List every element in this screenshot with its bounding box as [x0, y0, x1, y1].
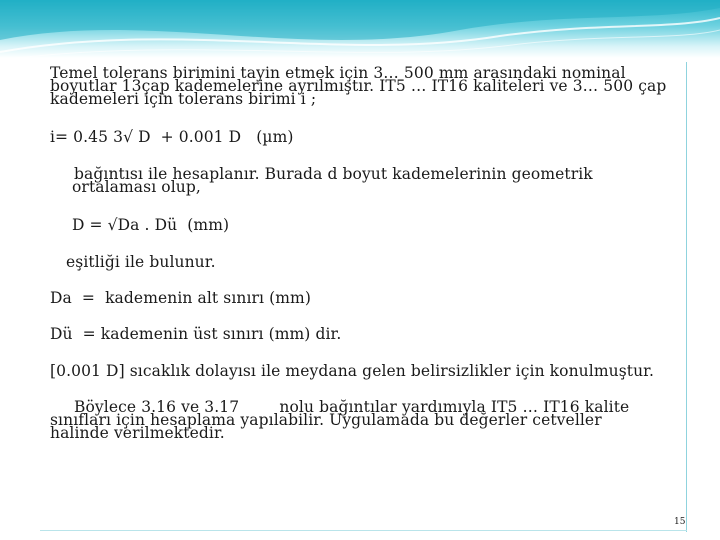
right-border-line: [686, 62, 687, 532]
paragraph2-line1: bağıntısı ile hesaplanır. Burada d boyut kademelerinin geometrik: [74, 165, 593, 183]
paragraph3: eşitliği ile bulunur.: [66, 253, 216, 271]
paragraph1-line3: kademeleri için tolerans birimi i ;: [50, 90, 317, 108]
paragraph4-line3: halinde verilmektedir.: [50, 424, 225, 442]
note-line: [0.001 D] sıcaklık dolayısı ile meydana gelen belirsizlikler için konulmuştur.: [50, 362, 655, 380]
paragraph1-line2: boyutlar 13çap kademelerine ayrılmıştır. IT5 … IT16 kaliteleri ve 3… 500 çap: [50, 77, 667, 95]
bottom-border-line: [40, 530, 687, 531]
paragraph1-line1: Temel tolerans birimini tayin etmek için 3… 500 mm arasındaki nominal: [50, 64, 626, 82]
page-number: 15: [674, 517, 686, 527]
paragraph4-line2: sınıfları için hesaplama yapılabilir. Uygulamada bu değerler cetveller: [50, 411, 602, 429]
header-wave-decoration: [0, 0, 720, 70]
formula-i: i= 0.45 3√ D + 0.001 D (µm): [50, 128, 294, 146]
paragraph4-line1: Böylece 3.16 ve 3.17 nolu bağıntılar yardımıyla IT5 … IT16 kalite: [74, 398, 630, 416]
paragraph2-line2: ortalaması olup,: [72, 178, 201, 196]
formula-d: D = √Da . Dü (mm): [72, 216, 230, 234]
definition-du: Dü = kademenin üst sınırı (mm) dir.: [50, 325, 342, 343]
definition-da: Da = kademenin alt sınırı (mm): [50, 289, 312, 307]
